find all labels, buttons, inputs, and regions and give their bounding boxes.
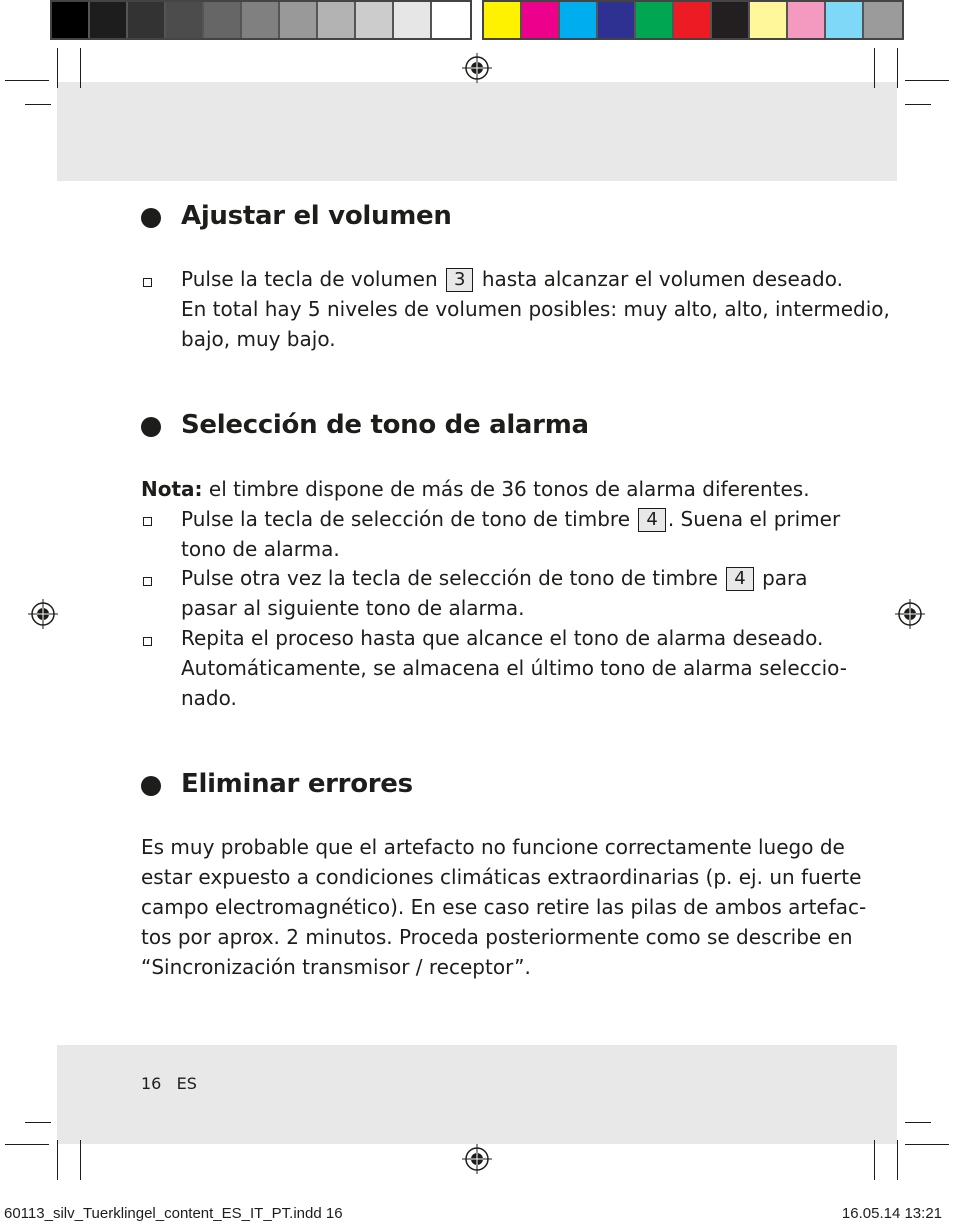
gray-swatch [52, 2, 90, 38]
gray-swatch [166, 2, 204, 38]
alarm-step-3-line2: Automáticamente, se almacena el último tono de alarma seleccio- [181, 656, 847, 680]
process-swatch [864, 2, 902, 38]
heading-alarm: Selección de tono de alarma [181, 410, 589, 440]
gray-swatch [204, 2, 242, 38]
process-color-bar [482, 0, 904, 40]
gray-swatch [90, 2, 128, 38]
gray-swatch [242, 2, 280, 38]
alarm-step-2: Pulse otra vez la tecla de selección de tono de timbre 4 para [181, 566, 808, 590]
section-bullet-icon [141, 776, 161, 796]
process-swatch [826, 2, 864, 38]
slug-filename: 60113_silv_Tuerklingel_content_ES_IT_PT.indd 16 [4, 1205, 343, 1222]
slug-datetime: 16.05.14 13:21 [841, 1205, 942, 1222]
registration-mark-icon [28, 599, 58, 629]
gray-swatch [356, 2, 394, 38]
gray-swatch [394, 2, 432, 38]
alarm-step-2-line2: pasar al siguiente tono de alarma. [181, 596, 525, 620]
gray-swatch [280, 2, 318, 38]
volume-step-1-line3: bajo, muy bajo. [181, 327, 336, 351]
checkbox-square-icon [143, 517, 152, 526]
errors-line-1: Es muy probable que el artefacto no funcione correctamente luego de [141, 835, 845, 859]
grayscale-color-bar [50, 0, 472, 40]
registration-mark-icon [462, 1144, 492, 1174]
registration-mark-icon [895, 599, 925, 629]
key-label-4: 4 [638, 508, 665, 532]
errors-line-3: campo electromagnético). En ese caso retire las pilas de ambos artefac- [141, 895, 867, 919]
process-swatch [712, 2, 750, 38]
process-swatch [750, 2, 788, 38]
alarm-note: Nota: el timbre dispone de más de 36 tonos de alarma diferentes. [141, 477, 810, 501]
alarm-step-1: Pulse la tecla de selección de tono de timbre 4 . Suena el primer [181, 507, 841, 531]
volume-step-1-line2: En total hay 5 niveles de volumen posibles: muy alto, alto, intermedio, [181, 297, 890, 321]
heading-errors: Eliminar errores [181, 769, 413, 799]
errors-line-5: “Sincronización transmisor / receptor”. [141, 955, 531, 979]
language-code: ES [176, 1074, 197, 1093]
heading-volume: Ajustar el volumen [181, 201, 452, 231]
section-bullet-icon [141, 208, 161, 228]
process-swatch [636, 2, 674, 38]
process-swatch [674, 2, 712, 38]
errors-line-4: tos por aprox. 2 minutos. Proceda posteriormente como se describe en [141, 925, 853, 949]
section-bullet-icon [141, 417, 161, 437]
gray-swatch [128, 2, 166, 38]
checkbox-square-icon [143, 577, 152, 586]
header-band [57, 82, 897, 181]
key-label-3: 3 [446, 268, 473, 292]
alarm-step-1-line2: tono de alarma. [181, 537, 340, 561]
process-swatch [560, 2, 598, 38]
errors-line-2: estar expuesto a condiciones climáticas extraordinarias (p. ej. un fuerte [141, 865, 862, 889]
process-swatch [484, 2, 522, 38]
key-label-4: 4 [726, 567, 753, 591]
checkbox-square-icon [143, 637, 152, 646]
checkbox-square-icon [143, 278, 152, 287]
registration-mark-icon [462, 53, 492, 83]
page-number: 16 [141, 1074, 162, 1093]
page-footer [141, 1074, 197, 1093]
process-swatch [788, 2, 826, 38]
footer-band [57, 1045, 897, 1144]
alarm-step-3-line3: nado. [181, 686, 237, 710]
process-swatch [522, 2, 560, 38]
gray-swatch [318, 2, 356, 38]
volume-step-1: Pulse la tecla de volumen 3 hasta alcanzar el volumen deseado. [181, 267, 843, 291]
alarm-step-3: Repita el proceso hasta que alcance el tono de alarma deseado. [181, 626, 824, 650]
gray-swatch [432, 2, 470, 38]
process-swatch [598, 2, 636, 38]
